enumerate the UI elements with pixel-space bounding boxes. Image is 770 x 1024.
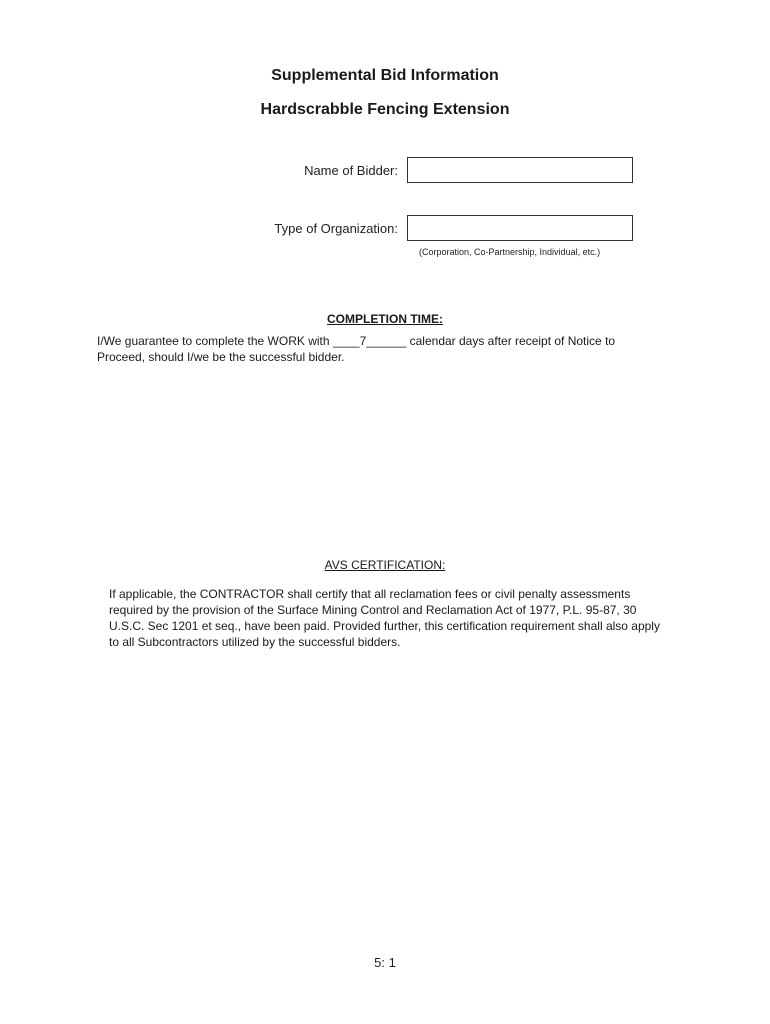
document-title: Supplemental Bid Information <box>271 67 499 84</box>
organization-type-label: Type of Organization: <box>274 221 398 236</box>
organization-type-hint: (Corporation, Co-Partnership, Individual, etc.) <box>419 247 601 257</box>
avs-certification-text: If applicable, the CONTRACTOR shall certify that all reclamation fees or civil penalty assessments required by the provision of the Surface Mining Control and Reclamation Act of 1977, P.L. 95-87, 30 U.S.C. Sec 1201 et seq., have been paid. Provided further, this certification requirement shall also apply to all Subcontractors utilized by the successful bidders. <box>109 587 660 649</box>
avs-certification-heading: AVS CERTIFICATION: <box>324 558 446 572</box>
page-number: 5: 1 <box>374 955 396 970</box>
completion-time-text: I/We guarantee to complete the WORK with ____7______ calendar days after receipt of Notice to Proceed, should I/we be the successful bidder. <box>97 334 616 364</box>
document-subtitle: Hardscrabble Fencing Extension <box>260 101 510 118</box>
organization-type-field[interactable] <box>407 215 633 241</box>
bidder-name-field[interactable] <box>407 157 633 183</box>
bidder-name-label: Name of Bidder: <box>304 163 398 178</box>
completion-time-heading: COMPLETION TIME: <box>327 312 443 326</box>
